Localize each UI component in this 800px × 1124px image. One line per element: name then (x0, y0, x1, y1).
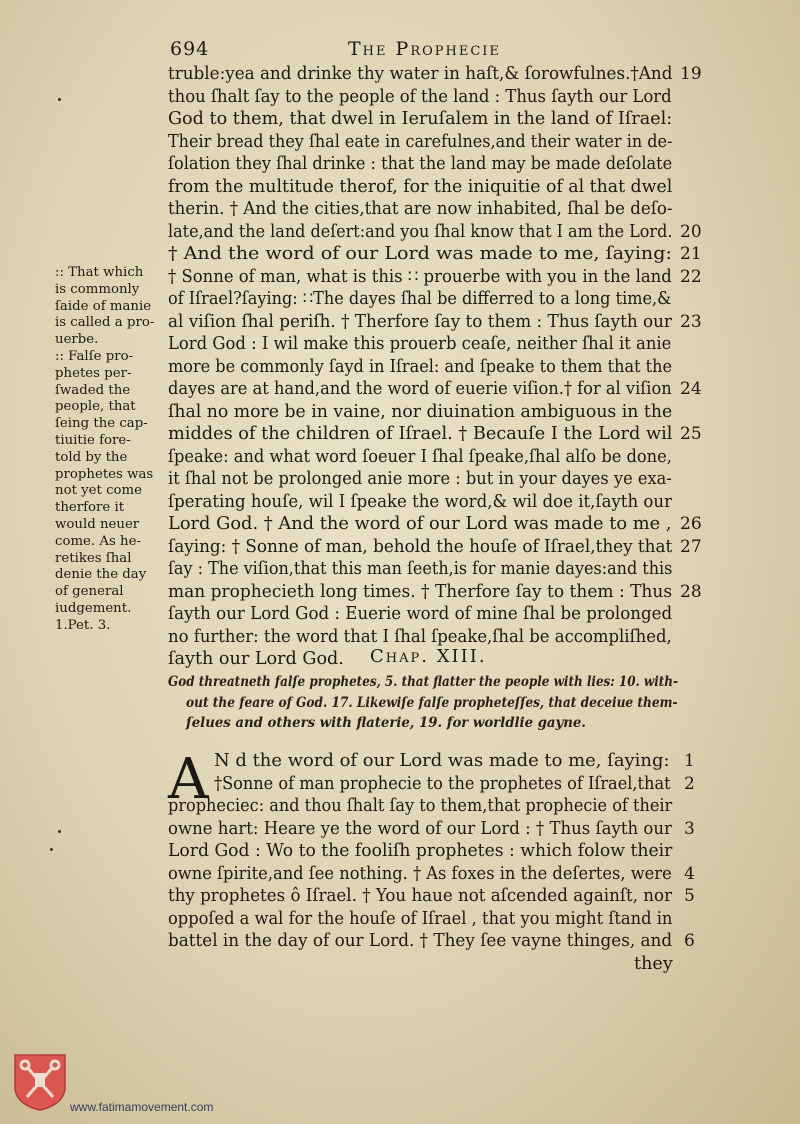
body-line: ſhal no more be in vaine, nor diuination ambiguous in the (168, 401, 673, 422)
margin-note-line: :: That which (55, 265, 144, 280)
verse-number: 3 (684, 818, 695, 839)
chapter-line: †Sonne of man prophecie to the prophetes of Iſrael,that (214, 773, 671, 794)
body-line: ſayth our Lord God : Euerie word of mine ſhal be prolonged (168, 604, 673, 624)
body-line: God to them, that dwel in Ieruſalem in the land of Iſrael: (168, 109, 673, 129)
body-line: † And the word of our Lord was made to me, ſaying: (168, 244, 672, 264)
chapter-line: oppoſed a wal for the houſe of Iſrael , that you might ſtand in (168, 908, 673, 929)
verse-number: 21 (680, 244, 702, 264)
margin-note-line: told by the (55, 449, 128, 465)
margin-note-line: is called a pro- (55, 315, 155, 331)
verse-number: 23 (680, 311, 702, 332)
verse-number: 27 (680, 536, 702, 557)
ink-speck (58, 830, 61, 833)
summary-line: God threatneth falſe prophetes, 5. that flatter the people with lies: 10. with- (168, 673, 678, 690)
margin-note-line: denie the day (55, 567, 147, 583)
body-line: from the multitude therof, for the iniquitie of al that dwel (168, 176, 673, 197)
body-line: more be commonly ſayd in Iſrael: and ſpeake to them that the (168, 356, 673, 377)
body-line: therin. † And the cities,that are now inhabited, ſhal be deſo- (168, 199, 673, 219)
body-line: it ſhal not be prolonged anie more : but in your dayes ye exa- (168, 469, 672, 489)
verse-number: 5 (684, 886, 695, 906)
verse-number: 28 (680, 581, 702, 602)
papal-keys-crest-icon (13, 1053, 67, 1111)
body-line: dayes are at hand,and the word of euerie viſion.† for al viſion (168, 379, 672, 399)
chapter-line: battel in the day of our Lord. † They ſee vayne thinges, and (168, 931, 673, 951)
body-line: ſolation they ſhal drinke : that the land may be made deſolate (168, 154, 673, 174)
chapter-line: propheciec: and thou ſhalt ſay to them,that prophecie of their (168, 796, 673, 816)
verse-number: 19 (680, 64, 702, 84)
body-line: ſaying: † Sonne of man, behold the houſe of Iſrael,they that (168, 536, 673, 557)
verse-number: 20 (680, 221, 702, 242)
verse-number: 6 (684, 931, 695, 951)
body-line: † Sonne of man, what is this ∷ prouerbe with you in the land (168, 266, 672, 287)
chapter-line: they (634, 953, 673, 974)
body-line: late,and the land deſert:and you ſhal know that I am the Lord. (168, 221, 673, 242)
margin-note-line: tiuitie fore- (55, 433, 131, 448)
verse-number: 2 (684, 773, 695, 794)
margin-note-line: is commonly (55, 281, 140, 297)
body-line: ſperating houſe, wil I ſpeake the word,& wil doe it,ſayth our (168, 491, 672, 512)
body-line: Their bread they ſhal eate in carefulnes,and their water in de- (168, 131, 673, 152)
margin-note-line: retikes ſhal (55, 550, 132, 566)
verse-number: 24 (680, 379, 702, 399)
chapter-title: Chap. XIII. (370, 646, 487, 667)
page-number: 694 (170, 38, 210, 60)
page-header (166, 38, 646, 64)
body-line: middes of the children of Iſrael. † Becauſe I the Lord wil (168, 424, 673, 444)
ink-speck (50, 848, 53, 851)
body-line: truble:yea and drinke thy water in haſt,& ſorowfulnes.†And (168, 64, 673, 84)
chapter-line: owne hart: Heare ye the word of our Lord : † Thus ſayth our (168, 818, 672, 839)
ink-speck (58, 98, 61, 101)
body-line: Lord God. † And the word of our Lord was made to me , (168, 514, 672, 534)
body-line: Lord God : I wil make this prouerb ceaſe, neither ſhal it anie (168, 334, 672, 354)
verse-number: 25 (680, 424, 702, 444)
margin-note-line: phetes per- (55, 365, 132, 381)
body-line: al viſion ſhal periſh. † Therfore ſay to them : Thus ſayth our (168, 311, 672, 332)
body-line: ſayth our Lord God. (168, 649, 344, 669)
body-line: ſpeake: and what word ſoeuer I ſhal ſpeake,ſhal alſo be done, (168, 446, 672, 467)
running-title: The Prophecie (348, 38, 501, 60)
margin-note-line: uerbe. (55, 332, 99, 348)
verse-number: 1 (684, 751, 695, 771)
body-line: no further: the word that I ſhal ſpeake,ſhal be accompliſhed, (168, 626, 672, 647)
summary-line: out the feare of God. 17. Likewiſe falſe propheteſſes, that deceiue them- (186, 693, 678, 711)
margin-note-line: :: Falſe pro- (55, 349, 134, 364)
drop-cap: A (168, 747, 209, 812)
body-line: thou ſhalt ſay to the people of the land : Thus ſayth our Lord (168, 86, 672, 107)
verse-number: 4 (684, 863, 695, 884)
verse-number: 26 (680, 514, 702, 534)
margin-note-line: come. As he- (55, 533, 141, 549)
margin-note-line: of general (55, 584, 124, 600)
margin-note-line: people, that (55, 399, 136, 415)
body-line: of Iſrael?ſaying: ∷The dayes ſhal be differred to a long time,& (168, 289, 672, 309)
margin-note-line: ſaide of manie (55, 298, 152, 314)
margin-note-line: not yet come (55, 483, 143, 499)
website-watermark: www.fatimamovement.com (70, 1100, 214, 1114)
margin-note-line: ſwaded the (55, 382, 131, 398)
body-line: man prophecieth long times. † Therfore ſay to them : Thus (168, 581, 673, 602)
margin-note-line: 1.Pet. 3. (55, 617, 111, 633)
verse-number: 22 (680, 266, 702, 287)
margin-note-line: would neuer (55, 517, 140, 532)
summary-line: ſelues and others with flaterie, 19. for worldlie gayne. (186, 714, 586, 731)
margin-note-line: therfore it (55, 500, 125, 516)
margin-note-line: iudgement. (55, 601, 132, 616)
margin-note-line: prophetes was (55, 466, 154, 482)
chapter-line: thy prophetes ô Iſrael. † You haue not aſcended againſt, nor (168, 886, 673, 906)
body-line: ſay : The viſion,that this man ſeeth,is for manie dayes:and this (168, 559, 673, 579)
chapter-line: N d the word of our Lord was made to me, ſaying: (214, 751, 670, 771)
chapter-line: Lord God : Wo to the fooliſh prophetes : which folow their (168, 841, 673, 861)
margin-note-line: ſeing the cap- (55, 416, 148, 432)
chapter-line: owne ſpirite,and ſee nothing. † As foxes in the deſertes, were (168, 863, 672, 884)
